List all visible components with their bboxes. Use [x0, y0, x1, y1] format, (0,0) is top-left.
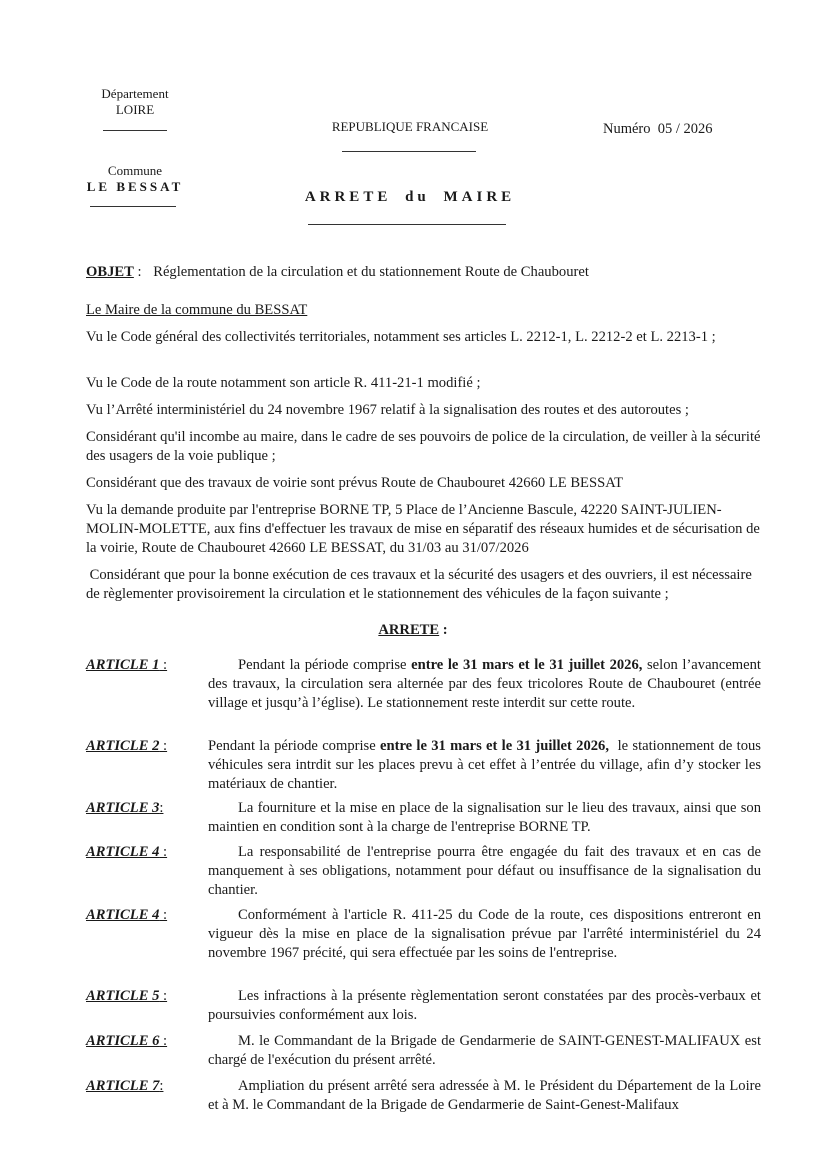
article-text: Pendant la période comprise	[238, 657, 412, 673]
article-label-text: ARTICLE 6	[86, 1033, 160, 1049]
article-label-colon: :	[159, 800, 164, 816]
arrete-number: Numéro 05 / 2026	[603, 121, 713, 137]
article-body	[208, 737, 765, 794]
article-label-text: ARTICLE 1	[86, 657, 160, 673]
divider	[308, 224, 506, 225]
objet-line	[86, 263, 762, 282]
article-label-colon: :	[159, 907, 168, 923]
article-bold-text: entre le 31 mars et le 31 juillet 2026,	[379, 738, 609, 754]
document-title: ARRETE du MAIRE	[304, 189, 516, 205]
departement-label: Département	[101, 86, 169, 101]
article-bold-text: entre le 31 mars et le 31 juillet 2026,	[411, 657, 643, 673]
article-label-colon: :	[159, 988, 168, 1004]
article-label	[86, 1032, 167, 1051]
article-label-text: ARTICLE 2	[86, 738, 160, 754]
article-label-colon: :	[159, 657, 168, 673]
article-label	[86, 1077, 163, 1096]
article-text: La responsabilité de l'entreprise pourra être engagée du fait des travaux et en cas de manquement à ses obligations, notamment pour défaut ou insuffisance de la signalisation du chantier.	[208, 844, 761, 898]
article-body	[208, 656, 765, 713]
article-label-colon: :	[159, 738, 168, 754]
article-text: M. le Commandant de la Brigade de Gendarmerie de SAINT-GENEST-MALIFAUX est chargé de l'exécution du présent arrêté.	[208, 1033, 761, 1068]
article-label	[86, 799, 163, 818]
objet-colon: :	[133, 264, 142, 280]
article-text: selon l’avancement des travaux, la circulation sera alternée par des feux tricolores Route de Chaubouret (entrée village et jusqu’à l’église). Le stationnement reste interdit sur cette route.	[208, 657, 765, 711]
article-body	[208, 843, 761, 900]
departement-block	[90, 86, 180, 118]
article-label-text: ARTICLE 4	[86, 844, 160, 860]
article-text: Les infractions à la présente règlementation seront constatées par des procès-verbaux et poursuivies conformément aux lois.	[208, 988, 761, 1023]
departement-name: LOIRE	[115, 102, 155, 117]
preamble-item: Considérant que pour la bonne exécution de ces travaux et la sécurité des usagers et des ouvriers, il est nécessaire de règlementer provisoirement la circulation et le stationnement des véhicules de la façon suivante ;	[86, 567, 756, 602]
article-label-colon: :	[159, 1078, 164, 1094]
article-label	[86, 843, 167, 862]
article-text: Pendant la période comprise	[208, 738, 380, 754]
preamble-item: Vu le Code de la route notamment son article R. 411-21-1 modifié ;	[86, 375, 481, 391]
preamble-item: Vu l’Arrêté interministériel du 24 novembre 1967 relatif à la signalisation des routes et des autoroutes ;	[86, 402, 689, 418]
preamble-heading: Le Maire de la commune du BESSAT	[86, 302, 308, 318]
preamble-item: Vu le Code général des collectivités territoriales, notamment ses articles L. 2212-1, L. 2212-2 et L. 2213-1 ;	[86, 329, 716, 345]
article-label	[86, 737, 167, 756]
commune-name: LE BESSAT	[86, 179, 184, 194]
article-label-colon: :	[159, 1033, 168, 1049]
objet-text: Réglementation de la circulation et du stationnement Route de Chaubouret	[153, 264, 589, 280]
article-label-text: ARTICLE 4	[86, 907, 160, 923]
article-label-text: ARTICLE 5	[86, 988, 160, 1004]
divider	[90, 206, 176, 207]
article-label	[86, 987, 167, 1006]
article-text: Ampliation du présent arrêté sera adressée à M. le Président du Département de la Loire et à M. le Commandant de la Brigade de Gendarmerie de Saint-Genest-Malifaux	[208, 1078, 761, 1113]
article-body	[208, 906, 761, 963]
article-body	[208, 987, 761, 1025]
preamble-item: Vu la demande produite par l'entreprise BORNE TP, 5 Place de l’Ancienne Bascule, 42220 SAINT-JULIEN-MOLIN-MOLETTE, aux fins d'effectuer les travaux de mise en séparatif des réseaux humides et de sécurisation de la voirie, Route de Chaubouret 42660 LE BESSAT, du 31/03 au 31/07/2026	[86, 502, 760, 556]
article-label	[86, 906, 167, 925]
arrete-heading	[300, 622, 526, 639]
arrete-heading-text: ARRETE	[378, 622, 440, 638]
article-label-text: ARTICLE 3	[86, 800, 160, 816]
article-label-colon: :	[159, 844, 168, 860]
commune-block	[80, 163, 190, 195]
article-text: Conformément à l'article R. 411-25 du Code de la route, ces dispositions entreront en vigueur dès la mise en place de la signalisation prévue par l'arrêté interministériel du 24 novembre 1967 précité, qui sera effectuée par les soins de l'entreprise.	[208, 907, 761, 961]
republique-heading: REPUBLIQUE FRANCAISE	[331, 119, 489, 134]
arrete-heading-colon: :	[439, 622, 448, 638]
preamble-item: Considérant que des travaux de voirie sont prévus Route de Chaubouret 42660 LE BESSAT	[86, 475, 624, 491]
commune-label: Commune	[107, 163, 163, 178]
article-text: La fourniture et la mise en place de la signalisation sur le lieu des travaux, ainsi que son maintien en condition sont à la charge de l'entreprise BORNE TP.	[208, 800, 761, 835]
article-text: le stationnement de tous véhicules sera intrdit sur les places prevu à cet effet à l’entrée du village, afin d’y stocker les matériaux de chantier.	[208, 738, 765, 792]
article-body	[208, 799, 761, 837]
objet-label: OBJET	[86, 264, 134, 280]
article-body	[208, 1032, 761, 1070]
preamble-item: Considérant qu'il incombe au maire, dans le cadre de ses pouvoirs de police de la circulation, de veiller à la sécurité des usagers de la voie publique ;	[86, 429, 761, 464]
divider	[103, 130, 167, 131]
article-label-text: ARTICLE 7	[86, 1078, 160, 1094]
article-body	[208, 1077, 761, 1115]
article-label	[86, 656, 167, 675]
divider	[342, 151, 476, 152]
